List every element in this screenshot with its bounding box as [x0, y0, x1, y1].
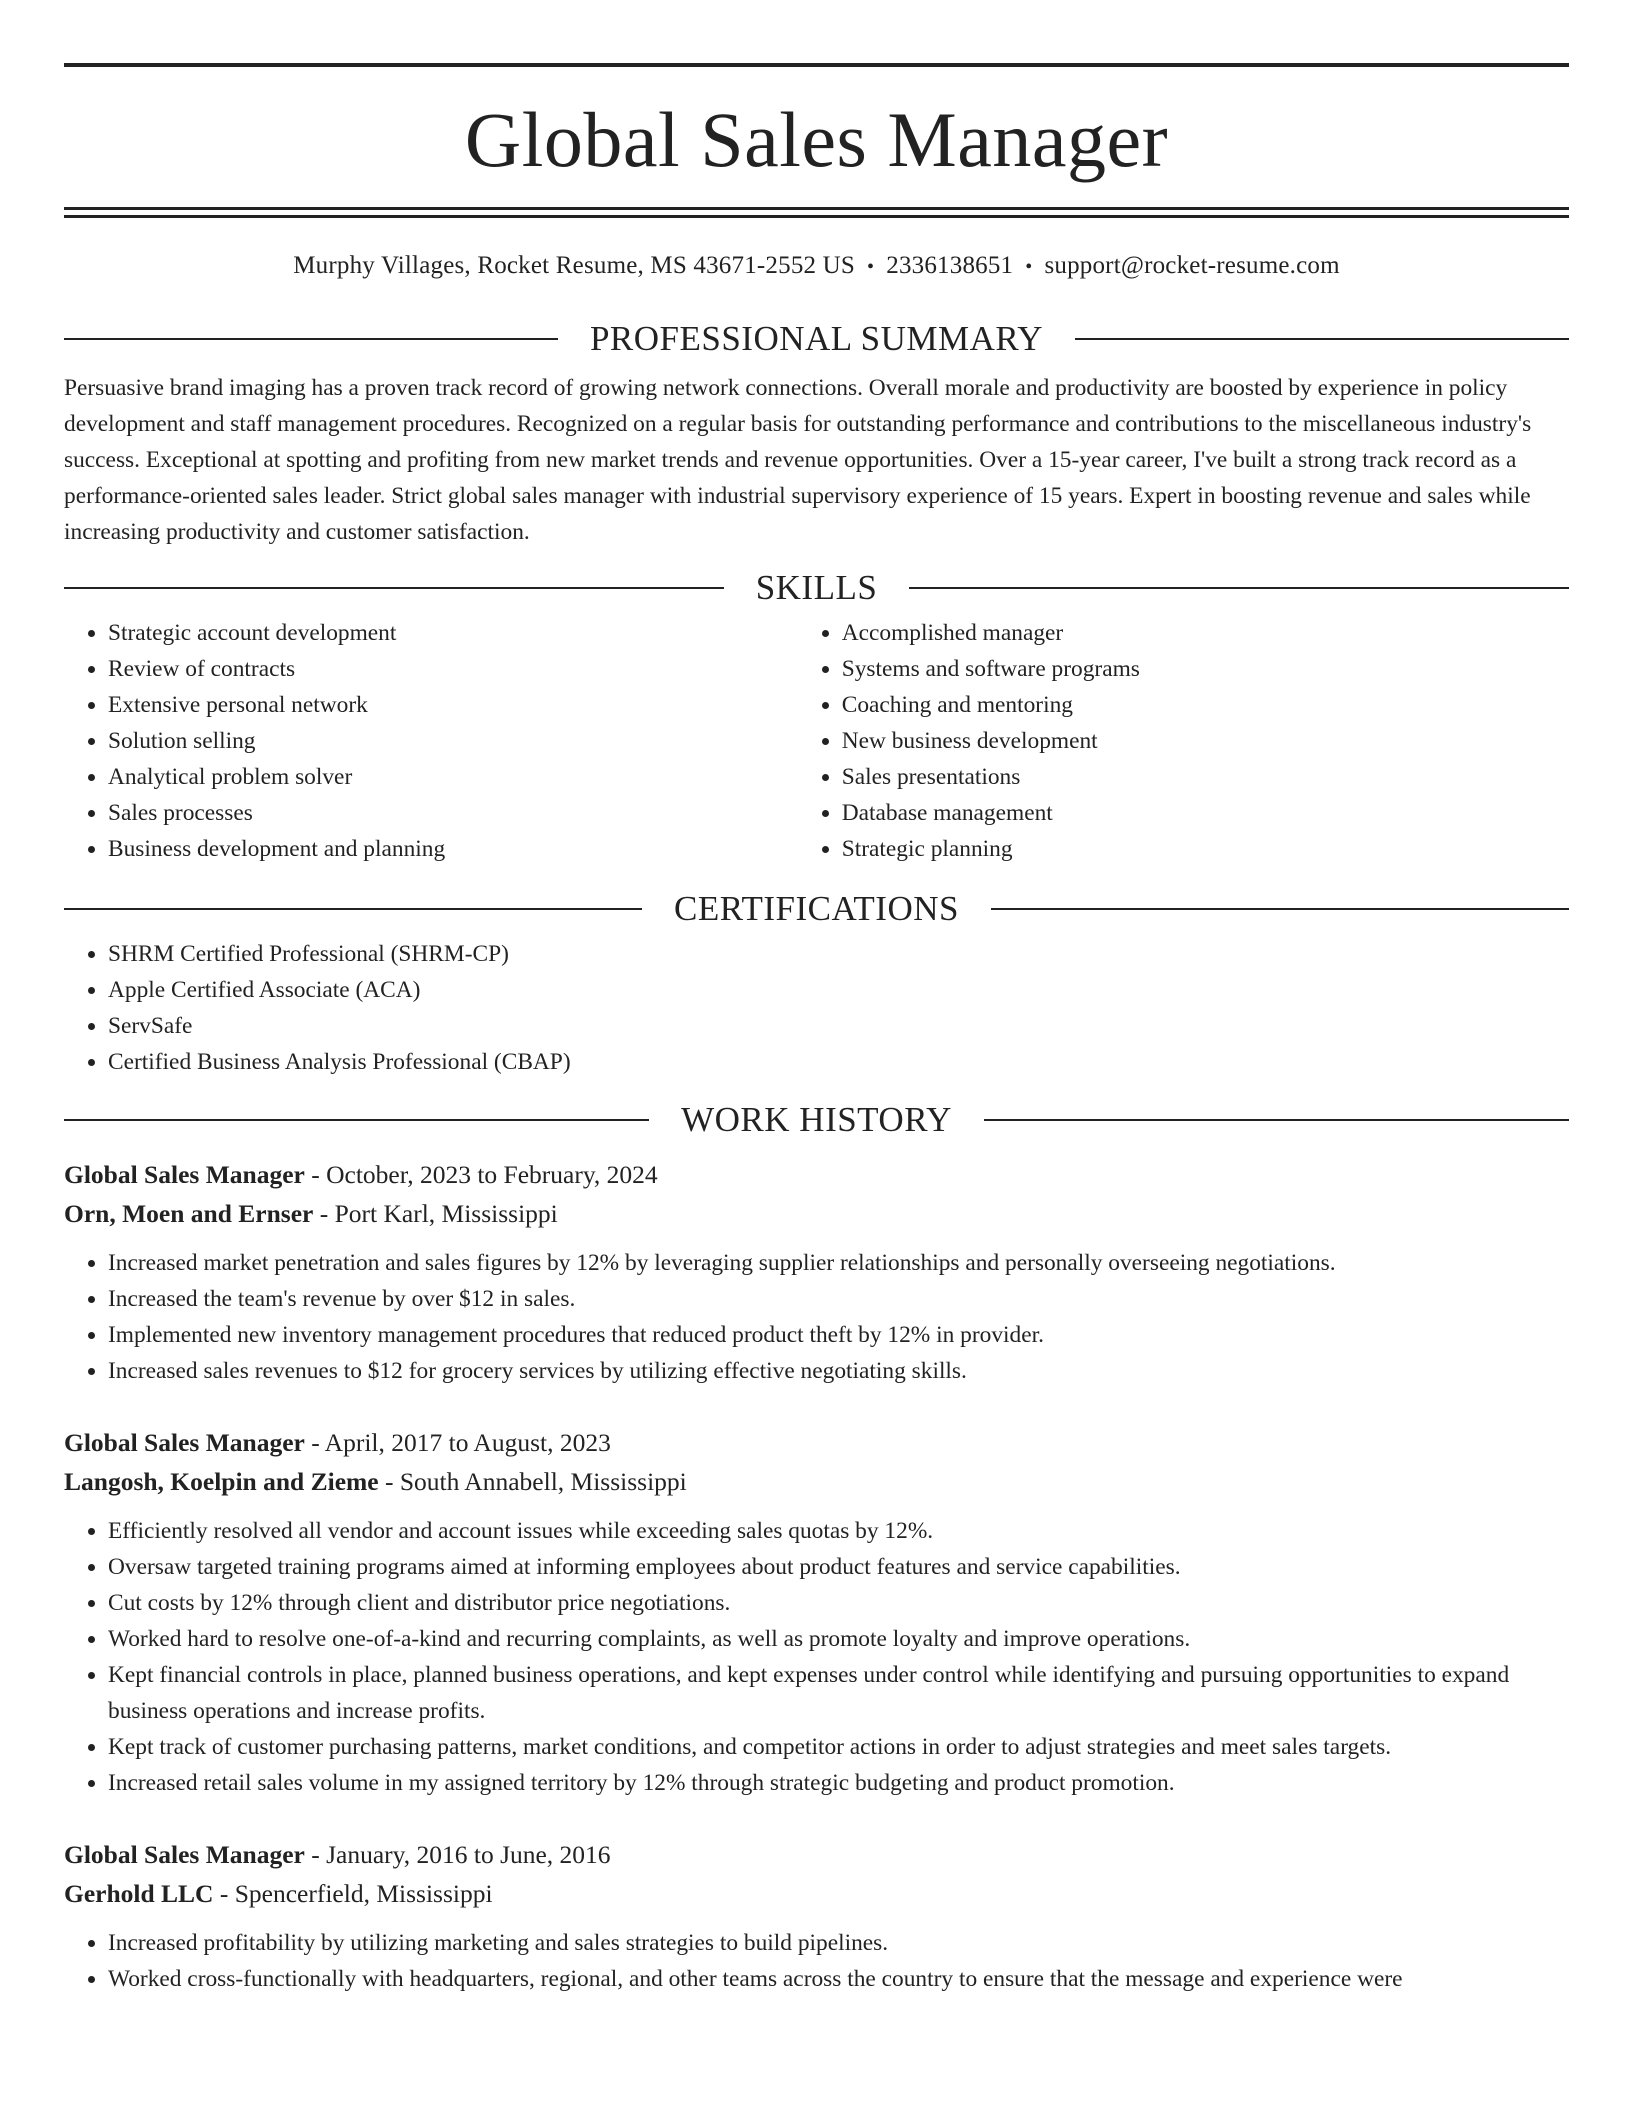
section-rule	[64, 908, 642, 910]
section-rule	[909, 587, 1569, 589]
skills-column-right	[798, 615, 1569, 867]
contact-phone: 2336138651	[886, 252, 1014, 279]
job-bullet: • Increased retail sales volume in my assigned territory by 12% through strategic budgeting and product promotion.	[108, 1765, 1569, 1801]
job-entry	[64, 1835, 1569, 1997]
contact-email[interactable]: support@rocket-resume.com	[1044, 252, 1340, 279]
skill-item: • Business development and planning	[108, 831, 798, 867]
section-rule	[64, 587, 724, 589]
job-bullets	[64, 1925, 1569, 1997]
section-header-certifications	[64, 891, 1569, 926]
skill-item: • Systems and software programs	[842, 651, 1569, 687]
job-bullet: • Cut costs by 12% through client and distributor price negotiations.	[108, 1585, 1569, 1621]
job-role: Global Sales Manager	[64, 1428, 305, 1457]
skill-item: • Solution selling	[108, 723, 798, 759]
job-bullet: • Kept financial controls in place, planned business operations, and kept expenses under control while identifying and pursuing opportunities to expand business operations and increase profits.	[108, 1657, 1569, 1729]
skills-list-right	[798, 615, 1569, 867]
job-location: - South Annabell, Mississippi	[378, 1467, 687, 1496]
skill-item: • Analytical problem solver	[108, 759, 798, 795]
section-title-work-history: WORK HISTORY	[681, 1100, 952, 1139]
section-rule	[64, 1119, 649, 1121]
contact-separator: •	[867, 256, 875, 278]
skill-item: • Review of contracts	[108, 651, 798, 687]
job-entry	[64, 1423, 1569, 1801]
job-dates: - April, 2017 to August, 2023	[304, 1428, 611, 1457]
job-bullet: • Worked cross-functionally with headquarters, regional, and other teams across the country to ensure that the message and experience were	[108, 1961, 1569, 1997]
job-title-line	[64, 1155, 1569, 1194]
job-bullet: • Efficiently resolved all vendor and account issues while exceeding sales quotas by 12%.	[108, 1513, 1569, 1549]
certification-item: • Apple Certified Associate (ACA)	[108, 972, 1569, 1008]
job-role: Global Sales Manager	[64, 1160, 305, 1189]
section-rule	[991, 908, 1569, 910]
section-rule	[64, 338, 558, 340]
job-bullet: • Increased the team's revenue by over $12 in sales.	[108, 1281, 1569, 1317]
top-rule	[64, 63, 1569, 67]
section-header-summary	[64, 321, 1569, 356]
job-company-line	[64, 1194, 1569, 1233]
job-dates: - January, 2016 to June, 2016	[304, 1840, 611, 1869]
job-company: Orn, Moen and Ernser	[64, 1199, 314, 1228]
section-title-skills: SKILLS	[755, 568, 878, 607]
job-entry	[64, 1155, 1569, 1389]
job-bullet: • Worked hard to resolve one-of-a-kind and recurring complaints, as well as promote loyalty and improve operations.	[108, 1621, 1569, 1657]
section-header-skills	[64, 570, 1569, 605]
job-dates: - October, 2023 to February, 2024	[304, 1160, 658, 1189]
contact-address: Murphy Villages, Rocket Resume, MS 43671-2552 US	[293, 252, 856, 279]
summary-text: Persuasive brand imaging has a proven track record of growing network connections. Overall morale and productivity are boosted by experience in policy development and staff management procedures. Recognized on a regular basis for outstanding performance and contributions to the miscellaneous industry's success. Exceptional at spotting and profiting from new market trends and revenue opportunities. Over a 15-year career, I've built a strong track record as a performance-oriented sales leader. Strict global sales manager with industrial supervisory experience of 15 years. Expert in boosting revenue and sales while increasing productivity and customer satisfaction.	[64, 375, 1532, 545]
job-title-line	[64, 1835, 1569, 1874]
job-bullets	[64, 1513, 1569, 1801]
certification-item: • Certified Business Analysis Professional (CBAP)	[108, 1044, 1569, 1080]
job-bullet: • Kept track of customer purchasing patterns, market conditions, and competitor actions in order to adjust strategies and meet sales targets.	[108, 1729, 1569, 1765]
job-company: Gerhold LLC	[64, 1879, 214, 1908]
certification-item: • SHRM Certified Professional (SHRM-CP)	[108, 936, 1569, 972]
skills-column-left	[64, 615, 798, 867]
skill-item: • Database management	[842, 795, 1569, 831]
skill-item: • Extensive personal network	[108, 687, 798, 723]
section-header-work-history	[64, 1102, 1569, 1137]
job-company-line	[64, 1874, 1569, 1913]
certification-item: • ServSafe	[108, 1008, 1569, 1044]
double-rule	[64, 207, 1569, 218]
skill-item: • Strategic account development	[108, 615, 798, 651]
contact-separator: •	[1025, 256, 1033, 278]
skill-item: • Coaching and mentoring	[842, 687, 1569, 723]
skill-item: • Sales presentations	[842, 759, 1569, 795]
certifications-list	[64, 936, 1569, 1080]
section-title-summary: PROFESSIONAL SUMMARY	[589, 319, 1044, 358]
section-rule	[1075, 338, 1569, 340]
skill-item: • Strategic planning	[842, 831, 1569, 867]
job-bullet: • Increased profitability by utilizing marketing and sales strategies to build pipelines.	[108, 1925, 1569, 1961]
skill-item: • New business development	[842, 723, 1569, 759]
job-title-line	[64, 1423, 1569, 1462]
job-bullet: • Implemented new inventory management procedures that reduced product theft by 12% in provider.	[108, 1317, 1569, 1353]
job-company-line	[64, 1462, 1569, 1501]
section-title-certifications: CERTIFICATIONS	[674, 889, 959, 928]
contact-line	[64, 251, 1569, 281]
job-bullet: • Increased market penetration and sales figures by 12% by leveraging supplier relationships and personally overseeing negotiations.	[108, 1245, 1569, 1281]
skill-item: • Accomplished manager	[842, 615, 1569, 651]
skills-list	[64, 615, 1569, 867]
skills-list-left	[64, 615, 798, 867]
job-company: Langosh, Koelpin and Zieme	[64, 1467, 379, 1496]
section-rule	[984, 1119, 1569, 1121]
job-bullets	[64, 1245, 1569, 1389]
job-location: - Spencerfield, Mississippi	[213, 1879, 493, 1908]
job-bullet: • Increased sales revenues to $12 for grocery services by utilizing effective negotiating skills.	[108, 1353, 1569, 1389]
certifications-items	[64, 936, 1569, 1080]
job-location: - Port Karl, Mississippi	[313, 1199, 558, 1228]
job-bullet: • Oversaw targeted training programs aimed at informing employees about product features and service capabilities.	[108, 1549, 1569, 1585]
resume-name: Global Sales Manager	[464, 96, 1169, 183]
skill-item: • Sales processes	[108, 795, 798, 831]
job-role: Global Sales Manager	[64, 1840, 305, 1869]
